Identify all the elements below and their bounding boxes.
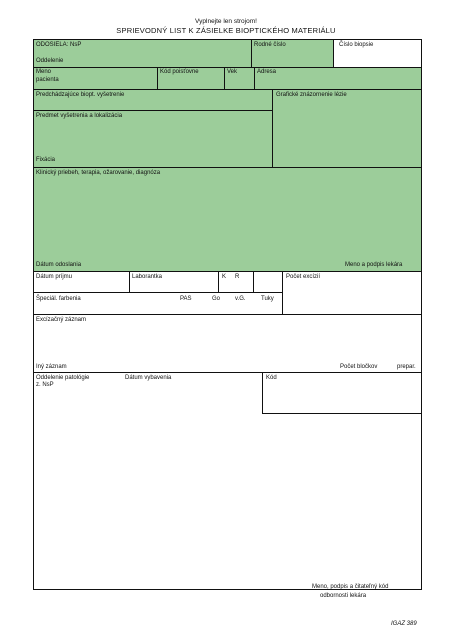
pathologist-signature-label-2: odbornosti lekára <box>320 593 367 599</box>
pas-label: PAS <box>180 296 192 302</box>
doctor-signature-label: Meno a podpis lekára <box>345 262 403 268</box>
fixation-label: Fixácia <box>36 157 56 163</box>
insurance-code-label: Kód poisťovne <box>160 69 199 75</box>
form-code: IGAZ 389 <box>391 621 417 627</box>
block-count-label: Počet bločkov <box>340 364 378 370</box>
pathologist-signature-label: Meno, podpis a čitateľný kód <box>312 584 389 590</box>
r-label: R <box>235 274 240 280</box>
previous-biopsy-label: Predchádzajúce biopt. vyšetrenie <box>36 92 125 98</box>
form-title: SPRIEVODNÝ LIST K ZÁSIELKE BIOPTICKÉHO MATERIÁLU <box>116 26 336 35</box>
biopsy-number-label: Číslo biopsie <box>339 42 374 48</box>
lab-technician-label: Laborantka <box>132 274 163 280</box>
code-label: Kód <box>266 375 277 381</box>
lesion-diagram-label: Grafické znázornenie lézie <box>276 92 347 98</box>
preparations-label: prepar. <box>397 364 416 370</box>
form-instruction: Vyplnejte len strojom! <box>195 18 257 25</box>
patient-name-label: Meno <box>36 69 52 75</box>
sender-label: ODOSIELA: NsP <box>36 42 82 48</box>
age-label: Vek <box>227 69 238 75</box>
pathology-department-label-2: z. NsP <box>36 382 54 388</box>
send-date-label: Dátum odoslania <box>36 262 82 268</box>
go-label: Go <box>212 296 221 302</box>
receipt-date-label: Dátum príjmu <box>36 274 73 280</box>
other-record-label: Iný záznam <box>36 364 67 370</box>
birth-number-label: Rodné číslo <box>254 42 286 48</box>
excision-record-label: Excízačný záznam <box>36 317 87 323</box>
address-label: Adresa <box>257 69 277 75</box>
special-staining-label: Špeciál. farbenia <box>36 296 81 302</box>
pathology-department-label: Oddelenie patológie <box>36 375 90 381</box>
k-label: K <box>222 274 227 280</box>
patient-name-label-2: pacienta <box>36 77 59 83</box>
fat-label: Tuky <box>261 296 274 302</box>
excision-count-label: Počet excízií <box>286 274 321 280</box>
examination-subject-label: Predmet vyšetrenia a lokalizácia <box>36 113 123 119</box>
department-label: Oddelenie <box>36 58 64 64</box>
completion-date-label: Dátum vybavenia <box>125 375 172 381</box>
clinical-course-label: Klinický priebeh, terapia, ožarovanie, diagnóza <box>36 170 161 176</box>
vg-label: v.G. <box>235 296 246 302</box>
